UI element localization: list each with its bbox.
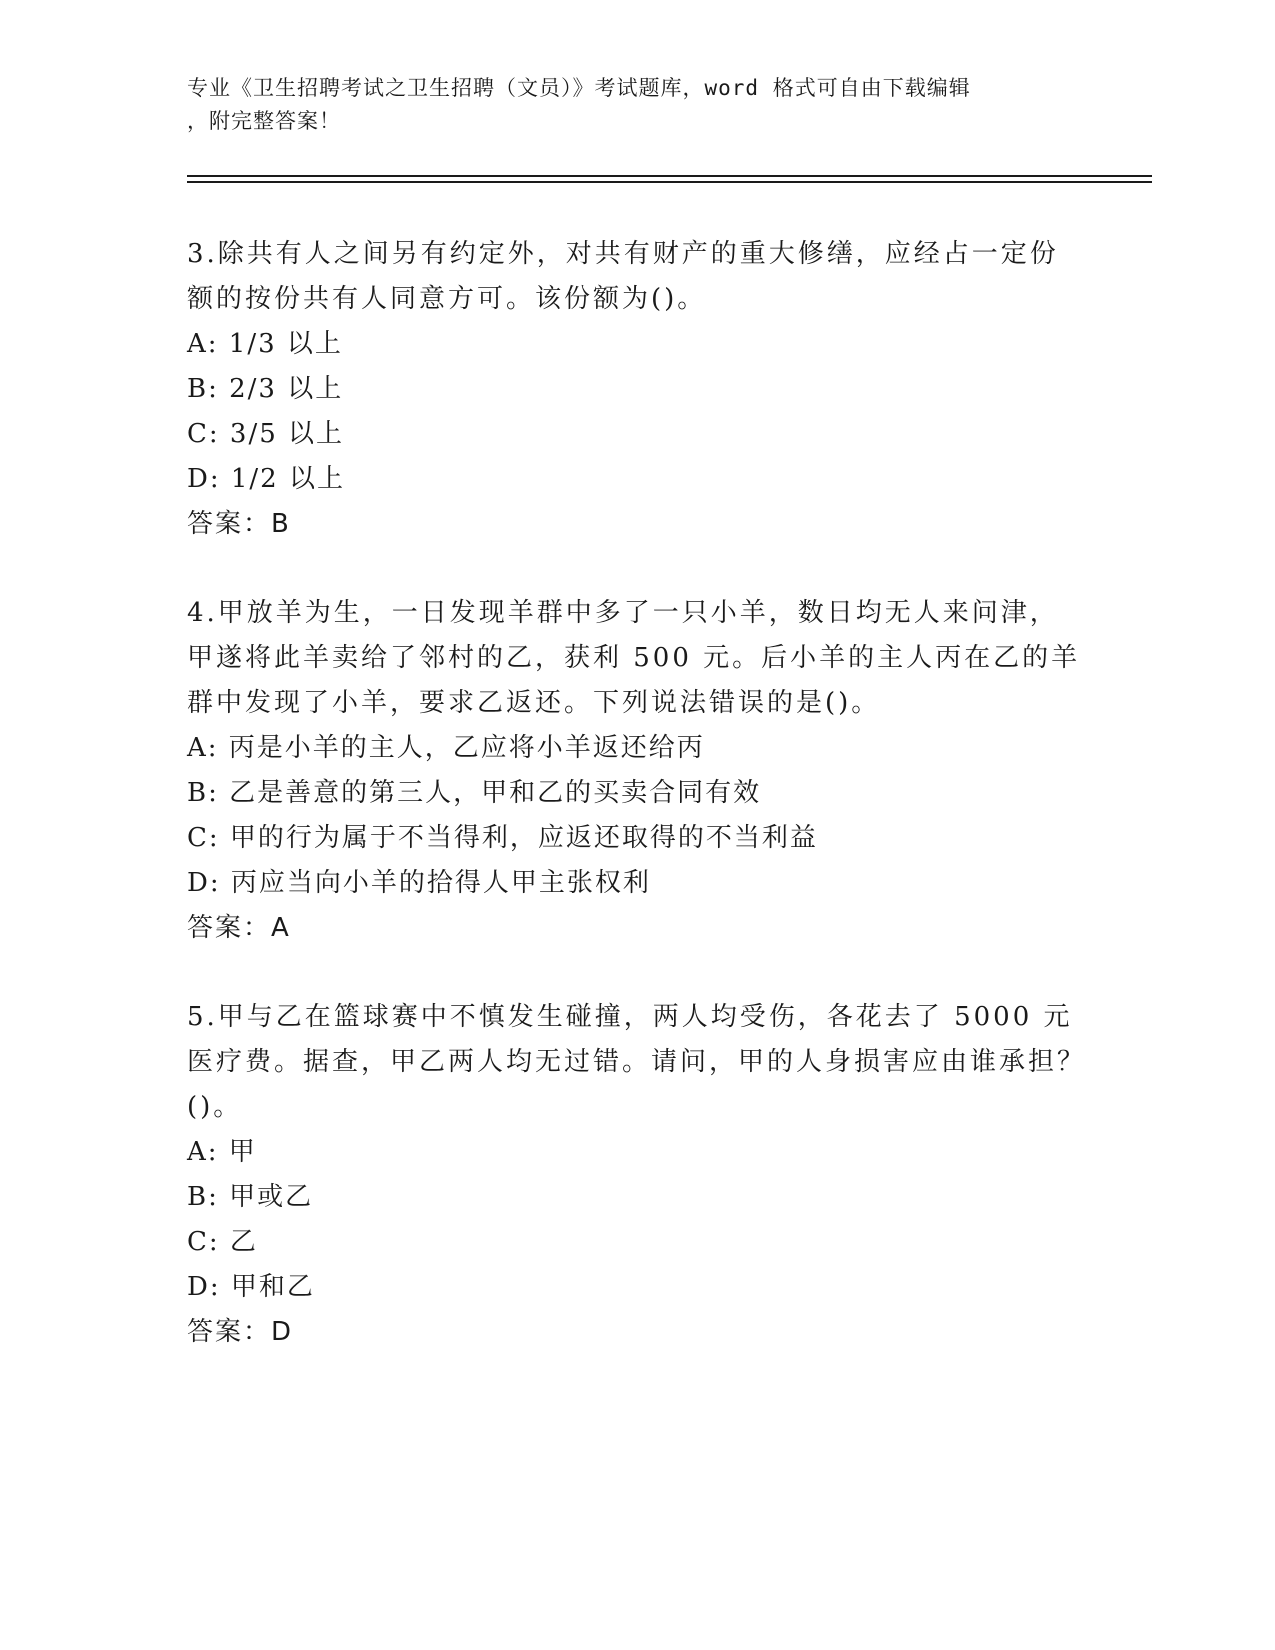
header-line-2: ，附完整答案！: [187, 109, 341, 133]
option-c: C: 乙: [187, 1227, 258, 1257]
answer-label: 答案：B: [187, 509, 291, 539]
answer-label: 答案：D: [187, 1317, 294, 1347]
option-b: B: 甲或乙: [187, 1182, 314, 1212]
question-3: [187, 232, 1087, 547]
question-stem: 5.甲与乙在篮球赛中不慎发生碰撞，两人均受伤，各花去了 5000 元医疗费。据查，甲乙两人均无过错。请问，甲的人身损害应由谁承担？()。: [187, 1002, 1087, 1122]
question-stem: 3.除共有人之间另有约定外，对共有财产的重大修缮，应经占一定份额的按份共有人同意方可。该份额为()。: [187, 239, 1059, 314]
option-a: A: 1/3 以上: [187, 329, 343, 359]
option-d: D: 甲和乙: [187, 1272, 315, 1302]
option-c: C: 甲的行为属于不当得利，应返还取得的不当利益: [187, 823, 818, 853]
header-divider-bottom: [187, 181, 1152, 183]
question-5: [187, 995, 1087, 1355]
answer-label: 答案：A: [187, 913, 291, 943]
header-divider-top: [187, 175, 1152, 177]
question-4: [187, 591, 1087, 951]
option-c: C: 3/5 以上: [187, 419, 345, 449]
option-a: A: 丙是小羊的主人，乙应将小羊返还给丙: [187, 733, 705, 763]
question-list: [187, 232, 1087, 1399]
header-line-1: 专业《卫生招聘考试之卫生招聘（文员）》考试题库，word 格式可自由下载编辑: [187, 76, 971, 100]
document-header: [187, 72, 1067, 138]
question-stem: 4.甲放羊为生，一日发现羊群中多了一只小羊，数日均无人来问津，甲遂将此羊卖给了邻村的乙，获利 500 元。后小羊的主人丙在乙的羊群中发现了小羊，要求乙返还。下列说法错误的是()。: [187, 598, 1081, 718]
option-d: D: 1/2 以上: [187, 464, 345, 494]
option-b: B: 乙是善意的第三人，甲和乙的买卖合同有效: [187, 778, 762, 808]
option-b: B: 2/3 以上: [187, 374, 344, 404]
option-d: D: 丙应当向小羊的拾得人甲主张权利: [187, 868, 651, 898]
option-a: A: 甲: [187, 1137, 257, 1167]
